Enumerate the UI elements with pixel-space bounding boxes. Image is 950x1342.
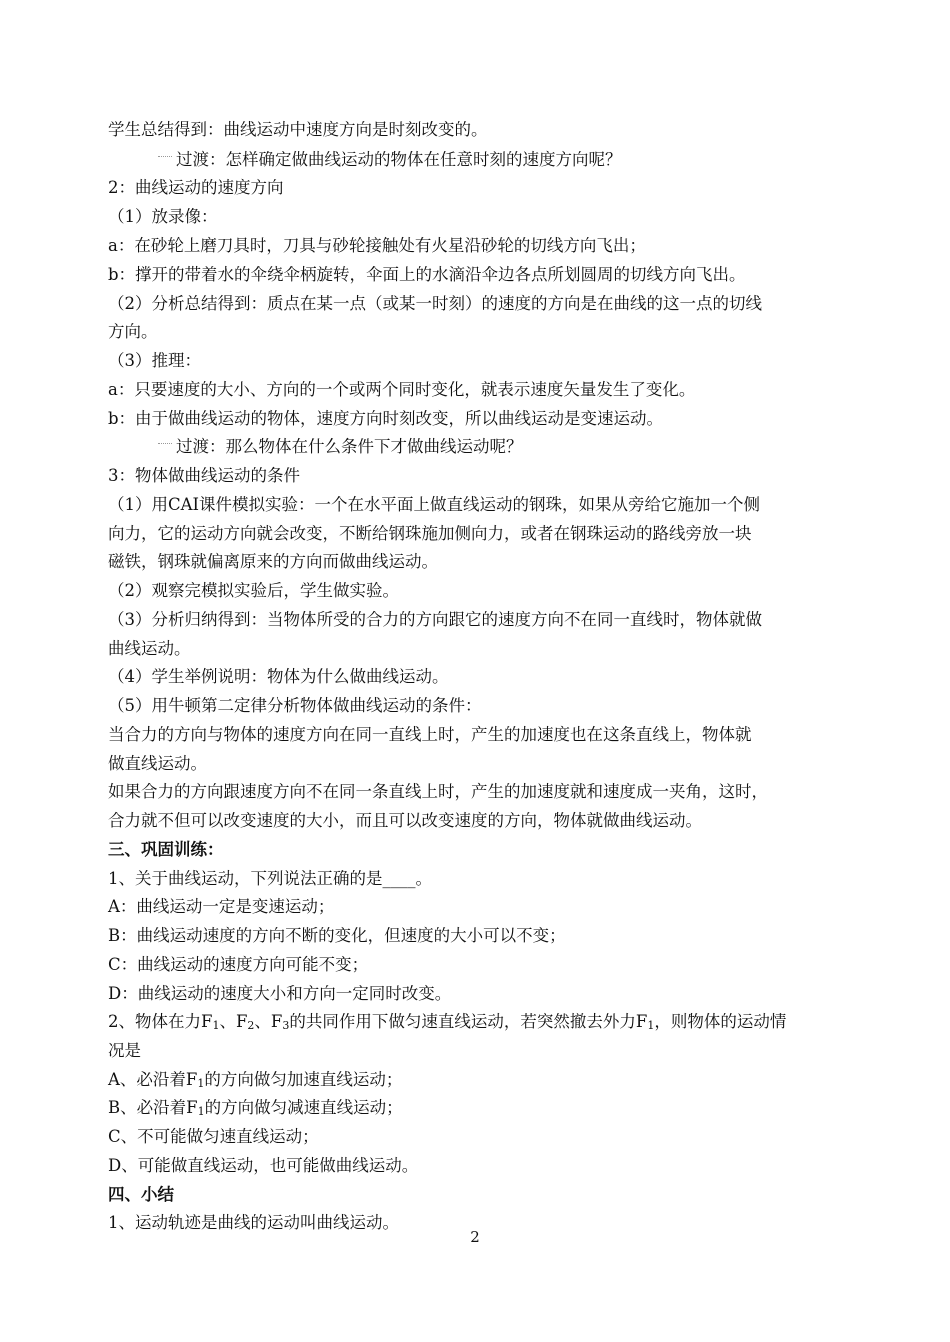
q2-text: 况是 bbox=[108, 1041, 141, 1060]
option-b bbox=[108, 1094, 848, 1126]
text-line: 合力就不但可以改变速度的大小，而且可以改变速度的方向，物体就做曲线运动。 bbox=[108, 811, 702, 830]
transition-line bbox=[158, 433, 898, 461]
text-line: 当合力的方向与物体的速度方向在同一直线上时，产生的加速度也在这条直线上，物体就 bbox=[108, 725, 752, 744]
section-heading: 2：曲线运动的速度方向 bbox=[108, 178, 284, 197]
page-number: 2 bbox=[470, 1228, 480, 1246]
option-b: B：曲线运动速度的方向不断的变化，但速度的大小可以不变； bbox=[108, 926, 566, 945]
text-line: b：撑开的带着水的伞绕伞柄旋转，伞面上的水滴沿伞边各点所划圆周的切线方向飞出。 bbox=[108, 265, 746, 284]
text-line: a：在砂轮上磨刀具时，刀具与砂轮接触处有火星沿砂轮的切线方向飞出； bbox=[108, 236, 646, 255]
q2-text: 2、物体在力F bbox=[108, 1012, 213, 1031]
option-d: D：曲线运动的速度大小和方向一定同时改变。 bbox=[108, 984, 452, 1003]
section-heading: 四、小结 bbox=[108, 1185, 174, 1204]
text-line: 如果合力的方向跟速度方向不在同一条直线上时，产生的加速度就和速度成一夹角，这时， bbox=[108, 782, 768, 801]
option-c: C、不可能做匀速直线运动； bbox=[108, 1127, 319, 1146]
text-line: 过渡：那么物体在什么条件下才做曲线运动呢？ bbox=[176, 437, 523, 456]
comment-marker-icon bbox=[158, 443, 172, 452]
text-line: 向力，它的运动方向就会改变，不断给钢珠施加侧向力，或者在钢珠运动的路线旁放一块 bbox=[108, 524, 752, 543]
text-line: 曲线运动。 bbox=[108, 639, 191, 658]
option-a: A：曲线运动一定是变速运动； bbox=[108, 897, 335, 916]
text-line: （3）推理： bbox=[108, 351, 201, 370]
section-heading: 3：物体做曲线运动的条件 bbox=[108, 466, 300, 485]
subscript: 1 bbox=[197, 1105, 205, 1118]
subscript: 1 bbox=[212, 1019, 220, 1032]
text-line: （3）分析归纳得到：当物体所受的合力的方向跟它的速度方向不在同一直线时，物体就做 bbox=[108, 610, 762, 629]
text-line: 方向。 bbox=[108, 322, 158, 341]
subscript: 3 bbox=[282, 1019, 290, 1032]
q2-text: 的共同作用下做匀速直线运动，若突然撤去外力F bbox=[289, 1012, 648, 1031]
q2-text: 的方向做匀加速直线运动； bbox=[204, 1070, 403, 1089]
option-c: C：曲线运动的速度方向可能不变； bbox=[108, 955, 369, 974]
q2-text: 的方向做匀减速直线运动； bbox=[204, 1098, 403, 1117]
text-line: （5）用牛顿第二定律分析物体做曲线运动的条件： bbox=[108, 696, 482, 715]
transition-line bbox=[158, 146, 898, 174]
subscript: 2 bbox=[247, 1019, 255, 1032]
comment-marker-icon bbox=[158, 156, 172, 165]
question-2 bbox=[108, 1008, 848, 1040]
text-line: （4）学生举例说明：物体为什么做曲线运动。 bbox=[108, 667, 449, 686]
q2-text: A、必沿着F bbox=[108, 1070, 198, 1089]
text-line: （2）分析总结得到：质点在某一点（或某一时刻）的速度的方向是在曲线的这一点的切线 bbox=[108, 294, 762, 313]
subscript: 1 bbox=[647, 1019, 655, 1032]
text-line: （1）用CAI课件模拟实验：一个在水平面上做直线运动的钢珠，如果从旁给它施加一个侧 bbox=[108, 495, 761, 514]
text-line: （1）放录像： bbox=[108, 207, 218, 226]
text-line: （2）观察完模拟实验后，学生做实验。 bbox=[108, 581, 399, 600]
option-d: D、可能做直线运动，也可能做曲线运动。 bbox=[108, 1156, 419, 1175]
question-1: 1、关于曲线运动，下列说法正确的是____。 bbox=[108, 869, 432, 888]
q2-text: 、F bbox=[254, 1012, 283, 1031]
text-line: 磁铁，钢珠就偏离原来的方向而做曲线运动。 bbox=[108, 552, 438, 571]
text-line: 1、运动轨迹是曲线的运动叫曲线运动。 bbox=[108, 1213, 399, 1232]
q2-text: 、F bbox=[219, 1012, 248, 1031]
subscript: 1 bbox=[197, 1077, 205, 1090]
text-line: a：只要速度的大小、方向的一个或两个同时变化，就表示速度矢量发生了变化。 bbox=[108, 380, 696, 399]
text-line: b：由于做曲线运动的物体，速度方向时刻改变，所以曲线运动是变速运动。 bbox=[108, 409, 664, 428]
text-line: 做直线运动。 bbox=[108, 754, 207, 773]
q2-text: ，则物体的运动情 bbox=[654, 1012, 787, 1031]
text-line: 学生总结得到：曲线运动中速度方向是时刻改变的。 bbox=[108, 120, 488, 139]
text-line: 过渡：怎样确定做曲线运动的物体在任意时刻的速度方向呢？ bbox=[176, 150, 622, 169]
section-heading: 三、巩固训练： bbox=[108, 840, 224, 859]
q2-text: B、必沿着F bbox=[108, 1098, 198, 1117]
